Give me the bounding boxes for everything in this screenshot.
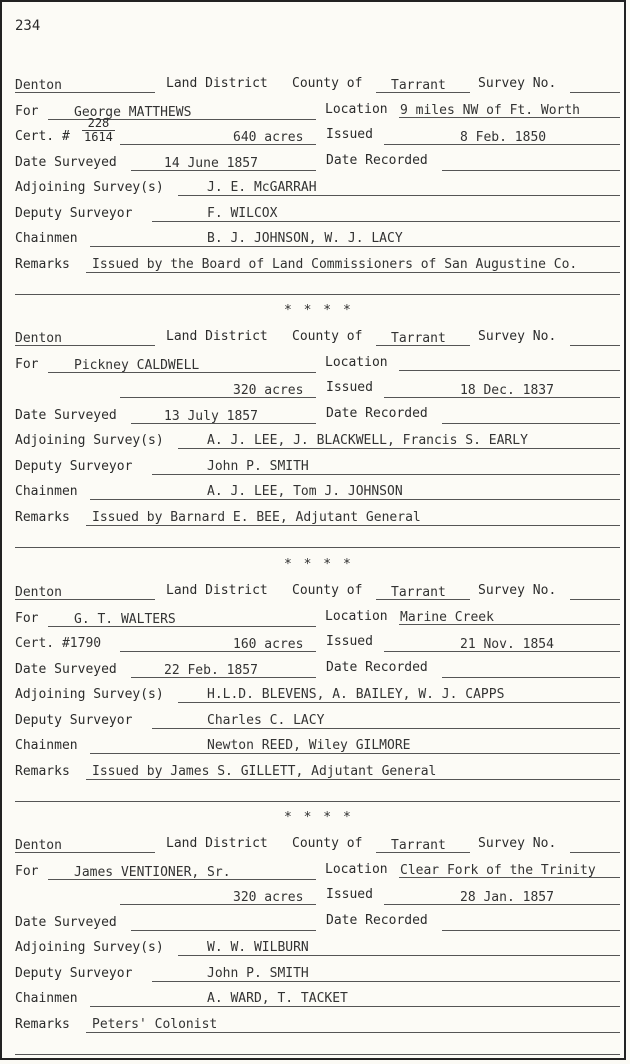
form-rule [48, 879, 316, 880]
remarks-label: Remarks [15, 256, 70, 272]
form-rule [86, 779, 620, 780]
form-rule [15, 1054, 620, 1055]
form-rule [442, 677, 620, 678]
issued-label: Issued [326, 887, 373, 902]
chainmen-value: B. J. JOHNSON, W. J. LACY [207, 231, 403, 246]
date-surveyed-label: Date Surveyed [15, 661, 117, 677]
form-rule [120, 144, 316, 145]
form-rule [152, 728, 620, 729]
location-value: Clear Fork of the Trinity [400, 862, 596, 878]
district-value: Denton [15, 838, 62, 853]
form-rule [15, 294, 620, 295]
form-rule [90, 499, 620, 500]
date-surveyed-label: Date Surveyed [15, 407, 117, 423]
form-rule [48, 372, 316, 373]
cert-denominator: 1614 [84, 130, 113, 144]
form-rule [86, 525, 620, 526]
form-rule [376, 852, 470, 853]
form-rule [86, 272, 620, 273]
county-label: County of [292, 836, 363, 851]
location-label: Location [325, 354, 388, 370]
grantee-value: George MATTHEWS [74, 104, 192, 120]
form-rule [15, 92, 155, 93]
county-value: Tarrant [391, 585, 446, 600]
issued-label: Issued [326, 127, 373, 142]
form-rule [399, 624, 620, 625]
date-surveyed-label: Date Surveyed [15, 154, 117, 170]
deputy-label: Deputy Surveyor [15, 965, 133, 981]
form-rule [15, 599, 155, 600]
adjoining-label: Adjoining Survey(s) [15, 687, 164, 702]
date-recorded-label: Date Recorded [326, 659, 428, 675]
chainmen-value: A. WARD, T. TACKET [207, 991, 348, 1006]
date-surveyed-value: 14 June 1857 [164, 155, 258, 171]
for-label: For [15, 610, 39, 626]
deputy-label: Deputy Surveyor [15, 458, 133, 474]
form-rule [90, 246, 620, 247]
acres-value: 160 acres [233, 637, 304, 652]
remarks-label: Remarks [15, 763, 70, 779]
form-rule [178, 448, 620, 449]
location-label: Location [325, 608, 388, 624]
form-rule [90, 753, 620, 754]
county-label: County of [292, 329, 363, 344]
adjoining-value: A. J. LEE, J. BLACKWELL, Francis S. EARLY [207, 433, 528, 448]
issued-label: Issued [326, 380, 373, 395]
district-value: Denton [15, 331, 62, 346]
land-district-label: Land District [166, 583, 268, 598]
county-value: Tarrant [391, 78, 446, 93]
deputy-value: Charles C. LACY [207, 712, 325, 728]
deputy-value: John P. SMITH [207, 458, 309, 474]
form-rule [120, 397, 316, 398]
record-separator: * * * * [284, 557, 353, 572]
form-rule [376, 92, 470, 93]
form-rule [131, 677, 316, 678]
adjoining-label: Adjoining Survey(s) [15, 433, 164, 448]
remarks-value: Issued by the Board of Land Commissioners of San Augustine Co. [92, 256, 578, 272]
chainmen-label: Chainmen [15, 738, 78, 753]
adjoining-value: J. E. McGARRAH [207, 180, 317, 195]
county-label: County of [292, 76, 363, 91]
record-separator: * * * * [284, 303, 353, 318]
remarks-value: Issued by James S. GILLETT, Adjutant General [92, 763, 437, 779]
deputy-label: Deputy Surveyor [15, 205, 133, 221]
grantee-value: James VENTIONER, Sr. [74, 864, 231, 880]
chainmen-value: A. J. LEE, Tom J. JOHNSON [207, 484, 403, 499]
form-rule [131, 170, 316, 171]
form-rule [442, 170, 620, 171]
form-rule [384, 397, 620, 398]
form-rule [399, 370, 620, 371]
land-district-label: Land District [166, 329, 268, 344]
form-rule [384, 144, 620, 145]
form-rule [384, 904, 620, 905]
date-recorded-label: Date Recorded [326, 405, 428, 421]
form-rule [15, 547, 620, 548]
grantee-value: G. T. WALTERS [74, 611, 176, 627]
issued-value: 18 Dec. 1837 [460, 383, 554, 398]
location-value: Marine Creek [400, 609, 494, 625]
survey-no-label: Survey No. [478, 583, 557, 598]
cert-value: Cert. #1790 [15, 636, 102, 651]
county-label: County of [292, 583, 363, 598]
date-recorded-label: Date Recorded [326, 912, 428, 928]
district-value: Denton [15, 585, 62, 600]
survey-no-label: Survey No. [478, 76, 557, 91]
form-rule [384, 651, 620, 652]
location-label: Location [325, 861, 388, 877]
form-rule [120, 904, 316, 905]
form-rule [442, 423, 620, 424]
adjoining-value: H.L.D. BLEVENS, A. BAILEY, W. J. CAPPS [207, 687, 505, 702]
for-label: For [15, 863, 39, 879]
acres-value: 320 acres [233, 383, 304, 398]
for-label: For [15, 356, 39, 372]
form-rule [570, 852, 620, 853]
form-rule [152, 474, 620, 475]
issued-value: 21 Nov. 1854 [460, 637, 554, 652]
grantee-value: Pickney CALDWELL [74, 357, 200, 373]
county-value: Tarrant [391, 838, 446, 853]
form-rule [86, 1032, 620, 1033]
remarks-value: Issued by Barnard E. BEE, Adjutant General [92, 509, 421, 525]
form-rule [570, 92, 620, 93]
chainmen-value: Newton REED, Wiley GILMORE [207, 738, 411, 753]
form-rule [442, 930, 620, 931]
form-rule [152, 981, 620, 982]
form-rule [15, 345, 155, 346]
form-rule [48, 626, 316, 627]
survey-no-label: Survey No. [478, 329, 557, 344]
issued-value: 8 Feb. 1850 [460, 130, 547, 145]
for-label: For [15, 103, 39, 119]
chainmen-label: Chainmen [15, 991, 78, 1006]
form-rule [120, 651, 316, 652]
form-rule [178, 195, 620, 196]
form-rule [131, 423, 316, 424]
form-rule [15, 801, 620, 802]
form-rule [152, 221, 620, 222]
form-rule [376, 345, 470, 346]
form-rule [376, 599, 470, 600]
adjoining-value: W. W. WILBURN [207, 940, 309, 955]
location-label: Location [325, 101, 388, 117]
date-surveyed-label: Date Surveyed [15, 914, 117, 930]
land-district-label: Land District [166, 76, 268, 91]
date-recorded-label: Date Recorded [326, 152, 428, 168]
form-rule [90, 1006, 620, 1007]
acres-value: 320 acres [233, 890, 304, 905]
remarks-label: Remarks [15, 1016, 70, 1032]
deputy-label: Deputy Surveyor [15, 712, 133, 728]
survey-no-label: Survey No. [478, 836, 557, 851]
cert-number-fraction [82, 117, 115, 144]
chainmen-label: Chainmen [15, 231, 78, 246]
deputy-value: John P. SMITH [207, 965, 309, 981]
remarks-label: Remarks [15, 509, 70, 525]
adjoining-label: Adjoining Survey(s) [15, 940, 164, 955]
issued-value: 28 Jan. 1857 [460, 890, 554, 905]
cert-label: Cert. # [15, 129, 70, 144]
deputy-value: F. WILCOX [207, 205, 278, 221]
record-separator: * * * * [284, 810, 353, 825]
district-value: Denton [15, 78, 62, 93]
adjoining-label: Adjoining Survey(s) [15, 180, 164, 195]
date-surveyed-value: 22 Feb. 1857 [164, 662, 258, 678]
form-rule [399, 117, 620, 118]
land-district-label: Land District [166, 836, 268, 851]
date-surveyed-value: 13 July 1857 [164, 408, 258, 424]
county-value: Tarrant [391, 331, 446, 346]
location-value: 9 miles NW of Ft. Worth [400, 102, 581, 118]
cert-numerator: 228 [82, 117, 115, 131]
issued-label: Issued [326, 634, 373, 649]
form-rule [178, 955, 620, 956]
page-number: 234 [15, 18, 41, 34]
form-rule [570, 345, 620, 346]
form-rule [570, 599, 620, 600]
chainmen-label: Chainmen [15, 484, 78, 499]
form-rule [131, 930, 316, 931]
form-rule [178, 702, 620, 703]
remarks-value: Peters' Colonist [92, 1016, 218, 1032]
form-rule [15, 852, 155, 853]
form-rule [399, 877, 620, 878]
acres-value: 640 acres [233, 130, 304, 145]
